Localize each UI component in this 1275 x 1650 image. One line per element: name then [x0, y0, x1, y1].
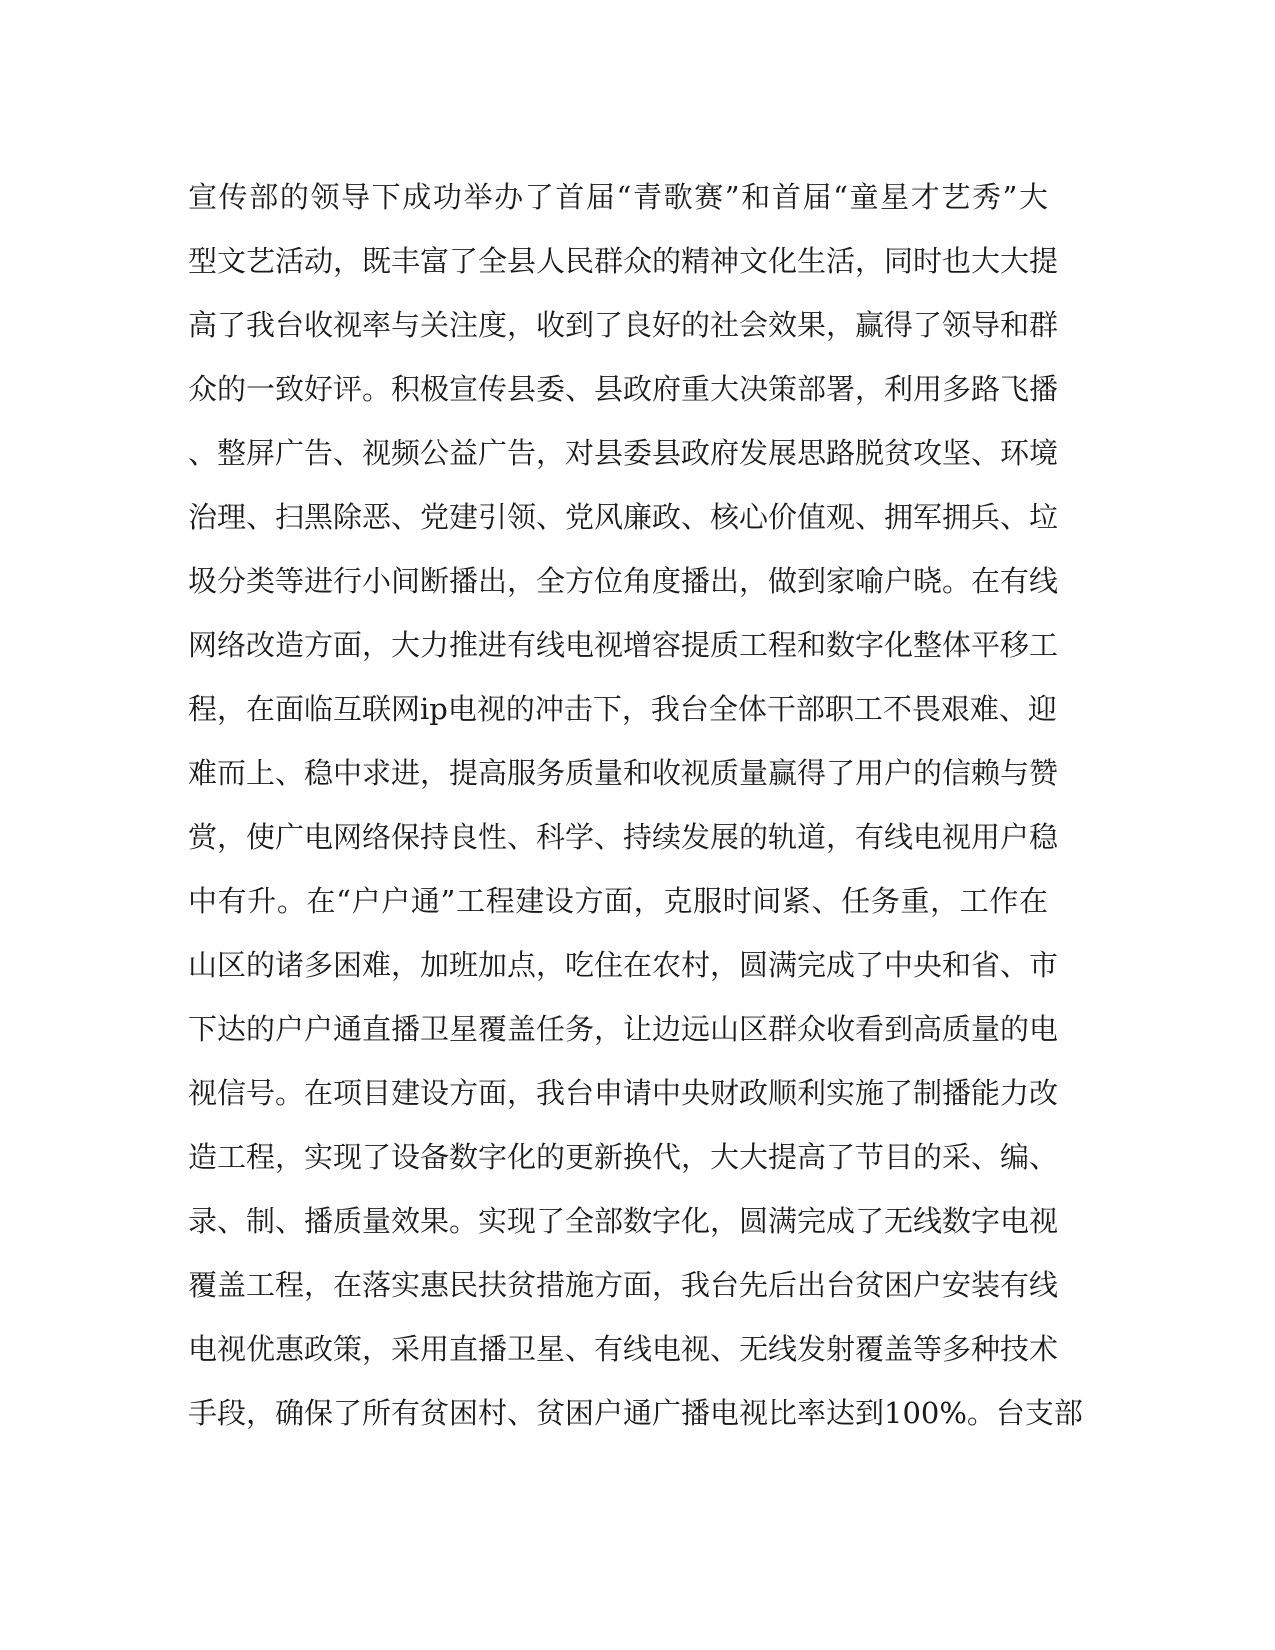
text-line-6: 治理、扫黑除恶、党建引领、党风廉政、核心价值观、拥军拥兵、垃 [188, 500, 1059, 534]
text-line-13: 山区的诸多困难，加班加点，吃住在农村，圆满完成了中央和省、市 [188, 948, 1059, 982]
text-line-7: 圾分类等进行小间断播出，全方位角度播出，做到家喻户晓。在有线 [188, 564, 1059, 598]
text-line-11: 赏，使广电网络保持良性、科学、持续发展的轨道，有线电视用户稳 [188, 820, 1059, 854]
text-line-14: 下达的户户通直播卫星覆盖任务，让边远山区群众收看到高质量的电 [188, 1012, 1059, 1046]
text-line-5: 、整屏广告、视频公益广告，对县委县政府发展思路脱贫攻坚、环境 [188, 436, 1059, 470]
text-line-8: 网络改造方面，大力推进有线电视增容提质工程和数字化整体平移工 [188, 628, 1059, 662]
text-line-3: 高了我台收视率与关注度，收到了良好的社会效果，赢得了领导和群 [188, 308, 1059, 342]
text-line-12: 中有升。在“户户通”工程建设方面，克服时间紧、任务重，工作在 [188, 884, 1048, 918]
text-line-1: 宣传部的领导下成功举办了首届“青歌赛”和首届“童星才艺秀”大 [188, 180, 1048, 214]
text-line-20: 手段，确保了所有贫困村、贫困户通广播电视比率达到100%。台支部 [188, 1396, 1083, 1430]
body-paragraph [188, 165, 1083, 1445]
text-line-2: 型文艺活动，既丰富了全县人民群众的精神文化生活，同时也大大提 [188, 244, 1059, 278]
text-line-16: 造工程，实现了设备数字化的更新换代，大大提高了节目的采、编、 [188, 1140, 1059, 1174]
text-line-15: 视信号。在项目建设方面，我台申请中央财政顺利实施了制播能力改 [188, 1076, 1059, 1110]
text-line-10: 难而上、稳中求进，提高服务质量和收视质量赢得了用户的信赖与赞 [188, 756, 1059, 790]
text-line-9: 程，在面临互联网ip电视的冲击下，我台全体干部职工不畏艰难、迎 [188, 692, 1057, 726]
text-line-19: 电视优惠政策，采用直播卫星、有线电视、无线发射覆盖等多种技术 [188, 1332, 1059, 1366]
text-line-18: 覆盖工程，在落实惠民扶贫措施方面，我台先后出台贫困户安装有线 [188, 1268, 1059, 1302]
text-line-4: 众的一致好评。积极宣传县委、县政府重大决策部署，利用多路飞播 [188, 372, 1059, 406]
text-line-17: 录、制、播质量效果。实现了全部数字化，圆满完成了无线数字电视 [188, 1204, 1059, 1238]
